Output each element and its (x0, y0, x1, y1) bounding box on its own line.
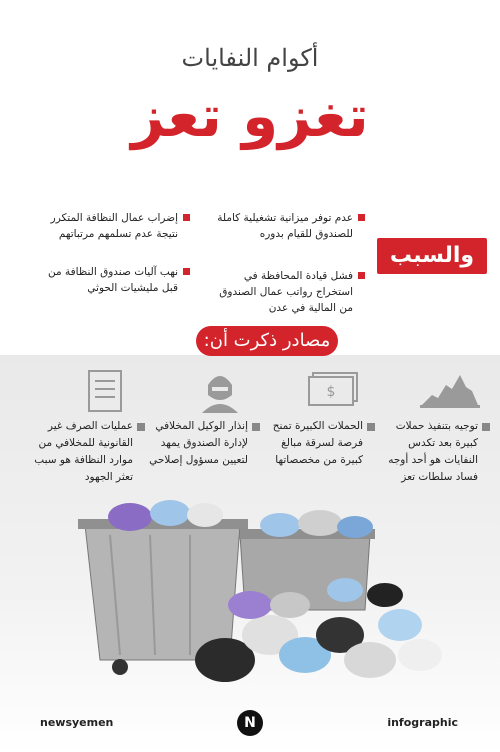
cause-item: إضراب عمال النظافة المتكرر نتيجة عدم تسلمهم مرتباتهم (40, 210, 190, 242)
sources-badge: مصادر ذكرت أن: (196, 326, 338, 356)
cause-item: نهب آليات صندوق النظافة من قبل مليشيات الحوثي (40, 264, 190, 296)
infographic-label: infographic (387, 716, 458, 729)
bullet-icon (137, 423, 145, 431)
money-bill-icon (305, 365, 365, 415)
infographic: أكوام النفايات تغزو تعز والسبب عدم توفر ميزانية تشغيلية كاملة للصندوق للقيام بدوره فشل قيادة المحافظة في استخراج رواتب عمال الصندوق من المالية في عدن إضراب عمال النظافة المتكرر نتيجة عدم تسلمهم مرتباتهم نهب آليات صندوق النظافة من قبل مليشيات الحوثي مصادر ذكرت أن: توجيه بتنفيذ حملات كبيرة بعد تكدس النفايات هو أحد أوجه فساد سلطات تعز $ الحملات الكبيرة تمنح فرصة لسرقة مبالغ كبيرة من مخصصاتها إنذار الوكيل المخلافي لإدارة الصندوق يمهد لتعيين مسؤول إصلاحي عمليات الصرف غير القانونية للمخلافي من موارد النظافة هو سبب تعثر الجهود newsyemen N infographic (0, 0, 500, 752)
subtitle: أكوام النفايات (181, 44, 319, 72)
bullet-icon (252, 423, 260, 431)
cause-item: فشل قيادة المحافظة في استخراج رواتب عمال الصندوق من المالية في عدن (205, 268, 365, 316)
bullet-icon (183, 268, 190, 275)
garbage-pile-icon (420, 365, 480, 415)
receipt-icon (75, 365, 135, 415)
main-title: تغزو تعز (131, 82, 369, 150)
bullet-icon (367, 423, 375, 431)
bullet-icon (358, 214, 365, 221)
bullet-icon (183, 214, 190, 221)
bullet-icon (482, 423, 490, 431)
svg-text:$: $ (326, 384, 336, 400)
reason-badge: والسبب (377, 238, 487, 274)
militant-icon (190, 365, 250, 415)
bullet-icon (358, 272, 365, 279)
cause-item: عدم توفر ميزانية تشغيلية كاملة للصندوق للقيام بدوره (205, 210, 365, 242)
brand-name: newsyemen (40, 716, 114, 729)
garbage-bins-image (40, 495, 470, 705)
brand-logo: N (237, 710, 263, 736)
